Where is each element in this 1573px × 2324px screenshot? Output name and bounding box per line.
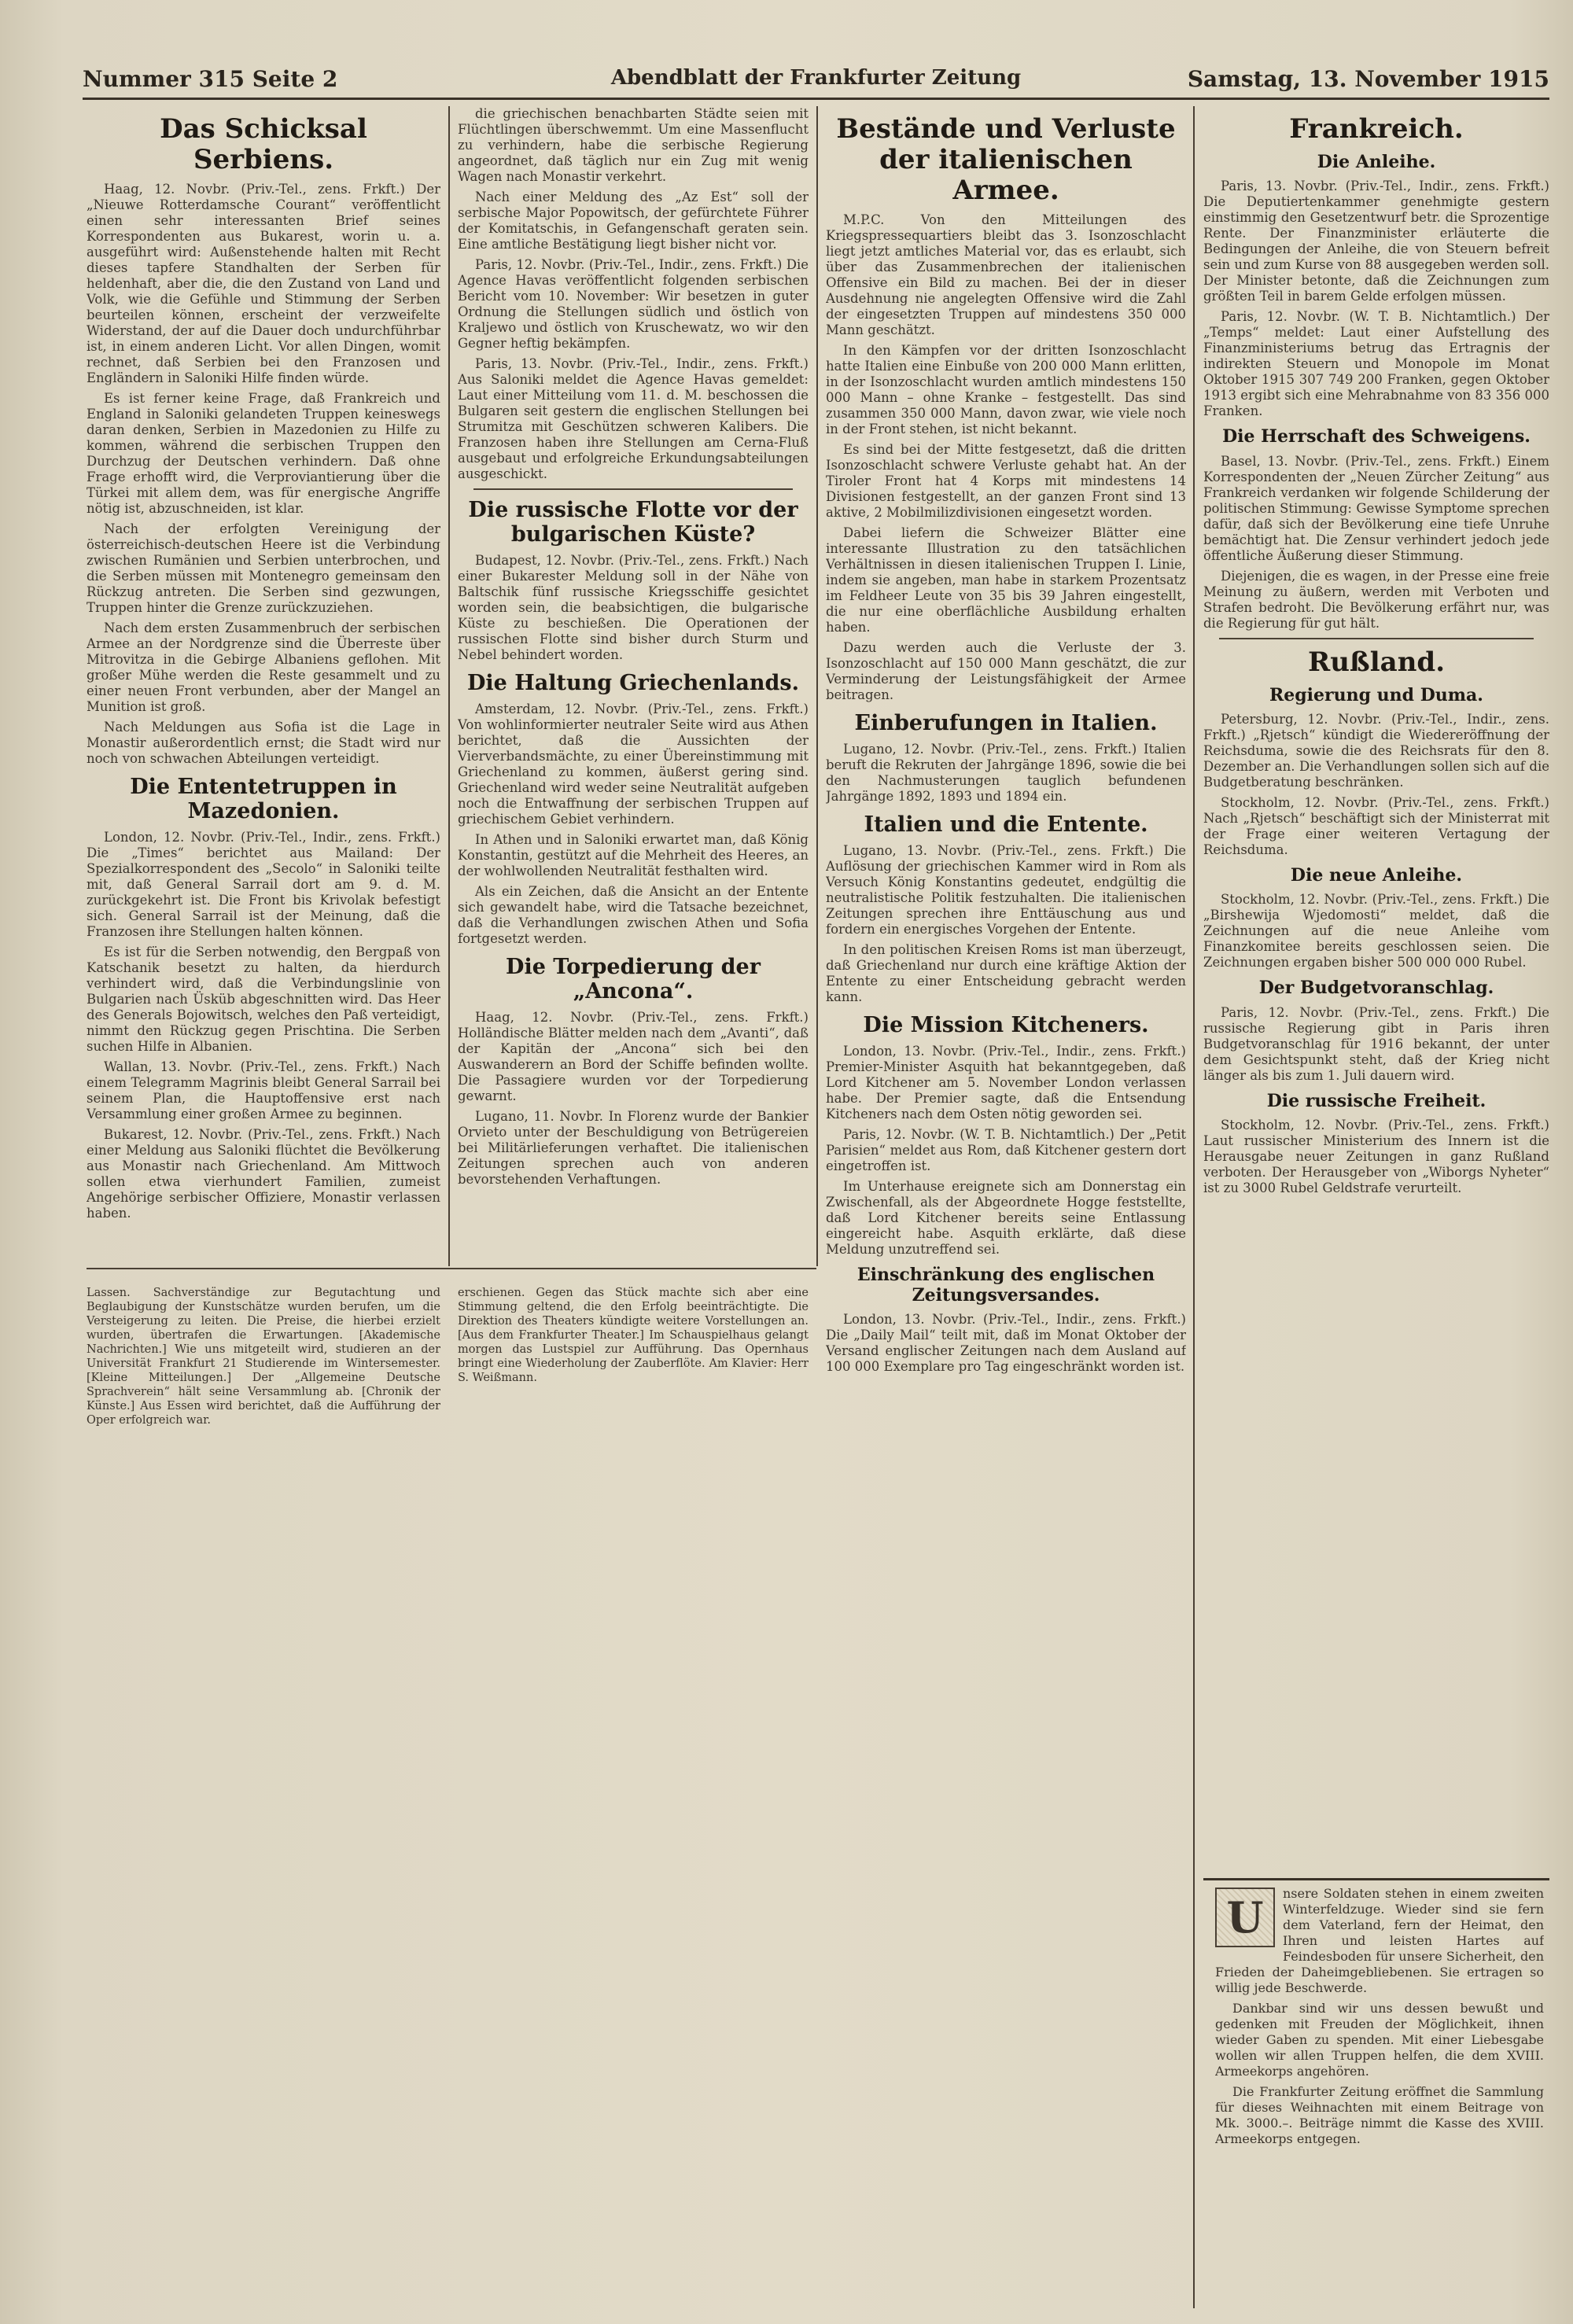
article-paragraph: Paris, 13. Novbr. (Priv.-Tel., Indir., zens. Frkft.) Die Deputiertenkammer genehmigte gestern einstimmig den Gesetzentwurf betr. die Sprozentige Rente. Der Finanzminister erläuterte die Bedingungen der Anleihe, die von Steuern befreit sein und zum Kurse von 88 ausgegeben werden soll. Der Minister betonte, daß die Zeichnungen zum größten Teil in barem Gelde erfolgen müssen.	[1203, 179, 1549, 304]
article-paragraph: London, 12. Novbr. (Priv.-Tel., Indir., zens. Frkft.) Die „Times“ berichtet aus Mailand: Der Spezialkorrespondent des „Secolo“ in Saloniki teilte mit, daß General Sarrail dort am 9. d. M. zurückgekehrt ist. Die Front bis Krivolak befestigt sich. General Sarrail ist der Meinung, daß die Franzosen ihre Stellungen halten können.	[87, 830, 440, 940]
separator	[473, 488, 793, 490]
article-paragraph: Budapest, 12. Novbr. (Priv.-Tel., zens. Frkft.) Nach einer Bukarester Meldung soll in der Nähe von Baltschik fünf russische Kriegsschiffe gesichtet worden sein, die beabsichtigen, die bulgarische Küste zu beschießen. Die Operationen der russischen Flotte sind bisher durch Sturm und Nebel behindert worden.	[458, 553, 809, 663]
article-paragraph: Petersburg, 12. Novbr. (Priv.-Tel., Indir., zens. Frkft.) „Rjetsch“ kündigt die Wiedereröffnung der Reichsduma, sowie die des Reichsrats für den 8. Dezember an. Die Verhandlungen sollen sich auf die Budgetberatung beschränken.	[1203, 712, 1549, 790]
subhead-budget: Der Budgetvoranschlag.	[1258, 978, 1494, 999]
article-paragraph: Paris, 12. Novbr. (W. T. B. Nichtamtlich.) Der „Temps“ meldet: Laut einer Aufstellung des Finanzministeriums betrug das Ertragnis der indirekten Steuern und Monopole im Monat Oktober 1915 307 749 200 Franken, gegen Oktober 1913 ergibt sich eine Mehrabnahme von 83 356 000 Franken.	[1203, 309, 1549, 419]
article-paragraph: Paris, 12. Novbr. (Priv.-Tel., zens. Frkft.) Die russische Regierung gibt in Paris ihren Budgetvoranschlag für 1916 bekannt, der unter dem Gesichtspunkt steht, daß der Krieg nicht länger als bis zum 1. Juli dauern wird.	[1203, 1004, 1549, 1083]
column-divider	[816, 106, 818, 1266]
article-paragraph: In Athen und in Saloniki erwartet man, daß König Konstantin, gestützt auf die Mehrheit des Heeres, an der wohlwollenden Neutralität festhalten wird.	[458, 832, 809, 879]
article-paragraph: Nach der erfolgten Vereinigung der österreichisch-deutschen Heere ist die Verbindung zwischen Rumänien und Serbien unterbrochen, und die Serben müssen mit Montenegro gemeinsam den Rückzug antreten. Die Serben sind gezwungen, Truppen hinter die Grenze zurückzuziehen.	[87, 521, 440, 616]
article-paragraph: Haag, 12. Novbr. (Priv.-Tel., zens. Frkft.) Holländische Blätter melden nach dem „Avanti“, daß der Kapitän der „Ancona“ sich bei den Auswanderern an Bord der Schiffe befinden wollte. Die Passagiere wurden vor der Torpedierung gewarnt.	[458, 1010, 809, 1104]
article-paragraph: In den politischen Kreisen Roms ist man überzeugt, daß Griechenland nur durch eine kräftige Aktion der Entente zu einer Entscheidung gebracht werden kann.	[826, 942, 1186, 1005]
subhead-duma: Regierung und Duma.	[1269, 684, 1483, 705]
feuilleton-text: Lassen. Sachverständige zur Begutachtung und Beglaubigung der Kunstschätze wurden berufen, um die Versteigerung zu leiten. Die Preise, die hierbei erzielt wurden, übertrafen die Erwartungen. [Akademische Nachrichten.] Wie uns mitgeteilt wird, studieren an der Universität Frankfurt 21 Studierende im Wintersemester. [Kleine Mitteilungen.] Der „Allgemeine Deutsche Sprachverein“ hält seine Versammlung ab. [Chronik der Künste.] Aus Essen wird berichtet, daß die Aufführung der Oper erfolgreich war.	[87, 1286, 440, 1427]
ornamental-initial: U	[1215, 1888, 1275, 1947]
article-paragraph: Es ist ferner keine Frage, daß Frankreich und England in Saloniki gelandeten Truppen keineswegs daran denken, Serbien in Mazedonien zu Hilfe zu kommen, während die serbischen Truppen den Durchzug der Deutschen verhindern. Daß ohne Frage erhofft wird, die Verproviantierung über die Türkei mit allem dem, was für energische Angriffe nötig ist, abzuschneiden, ist klar.	[87, 391, 440, 517]
headline-entente-macedonia: Die Ententetruppen in Mazedonien.	[130, 775, 397, 824]
column-1	[87, 106, 440, 1262]
headline-serbia: Das Schicksal Serbiens.	[160, 113, 367, 176]
subhead-russian-freedom: Die russische Freiheit.	[1266, 1090, 1486, 1111]
article-paragraph: Paris, 13. Novbr. (Priv.-Tel., Indir., zens. Frkft.) Aus Saloniki meldet die Agence Havas gemeldet: Laut einer Mitteilung vom 11. d. M. beschossen die Bulgaren seit gestern die englischen Stellungen bei Strumitza mit Geschützen schweren Kalibers. Die Franzosen haben ihre Stellungen am Cerna-Fluß ausgebaut und erfolgreiche Erkundungsabteilungen ausgeschickt.	[458, 356, 809, 481]
article-paragraph: Als ein Zeichen, daß die Ansicht an der Entente sich gewandelt habe, wird die Tatsache bezeichnet, daß die Verhandlungen zwischen Athen und Sofia fortgesetzt werden.	[458, 884, 809, 947]
article-paragraph: die griechischen benachbarten Städte seien mit Flüchtlingen überschwemmt. Um eine Massenflucht zu verhindern, habe die serbische Regierung angeordnet, daß täglich nur ein Zug mit wenig Wagen nach Monastir verkehrt.	[458, 106, 809, 184]
column-2	[458, 106, 809, 1262]
headline-italy-entente: Italien und die Entente.	[864, 812, 1148, 838]
appeal-paragraph: nsere Soldaten stehen in einem zweiten Winterfeldzuge. Wieder sind sie fern dem Vaterland, fern der Heimat, den Ihren und leisten Hartes auf Feindesboden für unsere Sicherheit, den Frieden der Daheimgebliebenen. Sie ertragen so willig jede Beschwerde.	[1215, 1886, 1544, 1995]
article-paragraph: Lugano, 12. Novbr. (Priv.-Tel., zens. Frkft.) Italien beruft die Rekruten der Jahrgänge 1896, sowie die bei den Nachmusterungen tauglich befundenen Jahrgänge 1892, 1893 und 1894 ein.	[826, 742, 1186, 805]
article-paragraph: Bukarest, 12. Novbr. (Priv.-Tel., zens. Frkft.) Nach einer Meldung aus Saloniki flüchtet die Bevölkerung aus Monastir nach Griechenland. Am Mittwoch sollen etwa vierhundert Familien, zumeist Angehörige serbischer Offiziere, Monastir verlassen haben.	[87, 1127, 440, 1221]
appeal-paragraph: Die Frankfurter Zeitung eröffnet die Sammlung für dieses Weihnachten mit einem Beitrage von Mk. 3000.–. Beiträge nimmt die Kasse des XVIII. Armeekorps entgegen.	[1215, 2084, 1544, 2146]
headline-russia: Rußland.	[1307, 646, 1446, 678]
article-paragraph: M.P.C. Von den Mitteilungen des Kriegspressequartiers bleibt das 3. Isonzoschlacht liegt jetzt amtliches Material vor, das es erlaubt, sich über das Zusammenbrechen der italienischen Offensive ein Bild zu machen. Bei der in dieser Ausdehnung nie angelegten Offensive wird die Zahl der eingesetzten Truppen auf mindestens 350 000 Mann geschätzt.	[826, 212, 1186, 338]
article-paragraph: Dabei liefern die Schweizer Blätter eine interessante Illustration zu den tatsächlichen Verhältnissen in diesen italienischen Truppen I. Linie, indem sie angeben, man habe in starkem Prozentsatz im Feldheer Leute von 35 bis 39 Jahren eingestellt, die nur eine oberflächliche Ausbildung erhalten haben.	[826, 525, 1186, 635]
headline-greece: Die Haltung Griechenlands.	[467, 671, 799, 696]
soldiers-appeal	[1215, 1886, 1544, 2271]
article-paragraph: London, 13. Novbr. (Priv.-Tel., Indir., zens. Frkft.) Premier-Minister Asquith hat bekanntgegeben, daß Lord Kitchener am 5. November London verlassen habe. Der Premier sagte, daß die Entsendung Kitcheners nach dem Osten nötig geworden sei.	[826, 1044, 1186, 1122]
article-paragraph: London, 13. Novbr. (Priv.-Tel., Indir., zens. Frkft.) Die „Daily Mail“ teilt mit, daß im Monat Oktober der Versand englischer Zeitungen nach dem Ausland auf 100 000 Exemplare pro Tag eingeschränkt worden ist.	[826, 1312, 1186, 1375]
article-paragraph: Basel, 13. Novbr. (Priv.-Tel., zens. Frkft.) Einem Korrespondenten der „Neuen Zürcher Zeitung“ aus Frankreich verdanken wir folgende Schilderung der politischen Stimmung: Gewisse Symptome sprechen dafür, daß sich der Bevölkerung eine tiefe Unruhe bemächtigt hat. Die Zensur verhindert jedoch jede öffentliche Äußerung dieser Stimmung.	[1203, 453, 1549, 563]
article-paragraph: Es sind bei der Mitte festgesetzt, daß die dritten Isonzoschlacht schwere Verluste gehabt hat. An der Tiroler Front hat 4 Korps mit mindestens 14 Divisionen festgestellt, an der ganzen Front sind 13 aktive, 2 Mobilmilizdivisionen eingesetzt worden.	[826, 442, 1186, 521]
subhead-silence: Die Herrschaft des Schweigens.	[1222, 426, 1531, 447]
headline-kitchener: Die Mission Kitcheners.	[863, 1013, 1149, 1038]
appeal-paragraph: Dankbar sind wir uns dessen bewußt und gedenken mit Freuden der Möglichkeit, ihnen wieder Gaben zu spenden. Mit einer Liebesgabe wollen wir allen Truppen helfen, die dem XVIII. Armeekorps angehören.	[1215, 2001, 1544, 2079]
feuilleton-column-1	[87, 1274, 440, 2296]
issue-date: Samstag, 13. November 1915	[1187, 66, 1549, 92]
article-paragraph: Stockholm, 12. Novbr. (Priv.-Tel., zens. Frkft.) Laut russischer Ministerium des Innern ist die Herausgabe neuer Zeitungen in ganz Rußland verboten. Der Herausgeber von „Wiborgs Nyheter“ ist zu 3000 Rubel Geldstrafe verurteilt.	[1203, 1117, 1549, 1195]
article-paragraph: Nach dem ersten Zusammenbruch der serbischen Armee an der Nordgrenze sind die Überreste über Mitrovitza in die Gebirge Albaniens geflohen. Mit großer Mühe werden die Reste gesammelt und zu einer neuen Front verbunden, aber der Mangel an Munition ist groß.	[87, 621, 440, 715]
headline-france: Frankreich.	[1289, 113, 1464, 145]
article-paragraph: Haag, 12. Novbr. (Priv.-Tel., zens. Frkft.) Der „Nieuwe Rotterdamsche Courant“ veröffentlicht einen sehr interessanten Brief seines Korrespondenten aus Bukarest, worin u. a. ausgeführt wird: Außenstehende halten mit Recht dieses tapfere Standhalten der Serben für heldenhaft, aber die, die den Zustand von Land und Volk, wie die Gefühle und Stimmung der Serben beurteilen können, erscheint der verzweifelte Widerstand, der auf die Dauer doch undurchführbar ist, in einem anderen Licht. Vor allen Dingen, womit rechnet, daß Serbien bei den Franzosen und Engländern in Saloniki Hilfe finden würde.	[87, 182, 440, 386]
newspaper-title: Abendblatt der Frankfurter Zeitung	[610, 66, 1022, 90]
article-paragraph: Es ist für die Serben notwendig, den Bergpaß von Katschanik besetzt zu halten, da hierdurch verhindert wird, daß die Verbindungslinie von Bulgarien nach Üsküb abgeschnitten wird. Das Heer des Generals Bojowitsch, welches den Paß verteidigt, nimmt den Rückzug gegen Prischtina. Die Serben suchen Hilfe in Albanien.	[87, 945, 440, 1055]
article-paragraph: Amsterdam, 12. Novbr. (Priv.-Tel., zens. Frkft.) Von wohlinformierter neutraler Seite wird aus Athen berichtet, daß die Aussichten der Vierverbandsmächte, zu einer Übereinstimmung mit Griechenland zu kommen, äußerst gering sind. Griechenland wird weder seine Neutralität aufgeben noch die Entwaffnung der serbischen Truppen auf griechischem Gebiet verhindern.	[458, 702, 809, 827]
feuilleton-rule	[87, 1268, 816, 1269]
article-paragraph: Stockholm, 12. Novbr. (Priv.-Tel., zens. Frkft.) Nach „Rjetsch“ beschäftigt sich der Ministerrat mit der Frage einer weiteren Vertagung der Reichsduma.	[1203, 795, 1549, 858]
article-paragraph: Stockholm, 12. Novbr. (Priv.-Tel., zens. Frkft.) Die „Birshewija Wjedomosti“ meldet, daß die Zeichnungen auf die neue Anleihe vom Finanzkomitee bereits geschlossen seien. Die Zeichnungen ergaben bisher 500 000 000 Rubel.	[1203, 892, 1549, 970]
headline-italy-callups: Einberufungen in Italien.	[854, 711, 1158, 736]
headline-ancona: Die Torpedierung der „Ancona“.	[506, 955, 761, 1004]
separator	[1219, 638, 1534, 639]
article-paragraph: In den Kämpfen vor der dritten Isonzoschlacht hatte Italien eine Einbuße von 200 000 Mann erlitten, in der Isonzoschlacht wurden amtlich mindestens 150 000 Mann – ohne Kranke – festgestellt. Das sind zusammen 350 000 Mann, davon zwar, wie viele noch in der Front stehen, ist nicht bekannt.	[826, 343, 1186, 437]
article-paragraph: Paris, 12. Novbr. (Priv.-Tel., Indir., zens. Frkft.) Die Agence Havas veröffentlicht folgenden serbischen Bericht vom 10. November: Wir besetzen in guter Ordnung die Stellungen südlich und östlich von Kraljewo und östlich von Kruschewatz, wo wir den Gegner heftig bekämpfen.	[458, 257, 809, 351]
subhead-loan: Die Anleihe.	[1317, 152, 1436, 173]
article-paragraph: Paris, 12. Novbr. (W. T. B. Nichtamtlich.) Der „Petit Parisien“ meldet aus Rom, daß Kitchener gestern dort eingetroffen ist.	[826, 1127, 1186, 1174]
feuilleton-text: erschienen. Gegen das Stück machte sich aber eine Stimmung geltend, die den Erfolg beeinträchtigte. Die Direktion des Theaters kündigte weitere Vorstellungen an. [Aus dem Frankfurter Theater.] Im Schauspielhaus gelangt morgen das Lustspiel zur Aufführung. Das Opernhaus bringt eine Wiederholung der Zauberflöte. Am Klavier: Herr S. Weißmann.	[458, 1286, 809, 1384]
issue-number: Nummer 315 Seite 2	[83, 66, 338, 92]
article-paragraph: Nach einer Meldung des „Az Est“ soll der serbische Major Popowitsch, der gefürchtete Führer der Komitatschis, in Gefangenschaft geraten sein. Eine amtliche Bestätigung liegt bisher nicht vor.	[458, 190, 809, 252]
headline-russian-fleet: Die russische Flotte vor der bulgarischen Küste?	[468, 498, 798, 547]
column-divider	[448, 106, 450, 1266]
headline-italian-army: Bestände und Verluste der italienischen Armee.	[836, 113, 1176, 207]
feuilleton-column-2	[458, 1274, 809, 2296]
masthead	[83, 61, 1549, 96]
headline-english-papers: Einschränkung des englischen Zeitungsversandes.	[856, 1265, 1155, 1306]
article-paragraph: Nach Meldungen aus Sofia ist die Lage in Monastir außerordentlich ernst; die Stadt wird nur noch von schwachen Abteilungen verteidigt.	[87, 720, 440, 767]
column-3	[826, 106, 1186, 2308]
article-paragraph: Diejenigen, die es wagen, in der Presse eine freie Meinung zu äußern, werden mit Verboten und Strafen bedroht. Die Bevölkerung erfährt nur, was die Regierung für gut hält.	[1203, 568, 1549, 631]
article-paragraph: Lugano, 11. Novbr. In Florenz wurde der Bankier Orvieto unter der Beschuldigung von Betrügereien bei Militärlieferungen verhaftet. Die italienischen Zeitungen sprechen auch von anderen bevorstehenden Verhaftungen.	[458, 1109, 809, 1188]
subhead-new-loan: Die neue Anleihe.	[1290, 865, 1463, 886]
article-paragraph: Wallan, 13. Novbr. (Priv.-Tel., zens. Frkft.) Nach einem Telegramm Magrinis bleibt General Sarrail bei seinem Plan, die Hauptoffensive erst nach Versammlung einer großen Armee zu beginnen.	[87, 1059, 440, 1122]
column-divider	[1193, 106, 1195, 2308]
article-paragraph: Lugano, 13. Novbr. (Priv.-Tel., zens. Frkft.) Die Auflösung der griechischen Kammer wird in Rom als Versuch König Konstantins gedeutet, endgültig die neutralistische Politik festzuhalten. Die italienischen Zeitungen sprechen ihre Enttäuschung aus und fordern ein energisches Vorgehen der Entente.	[826, 843, 1186, 937]
article-paragraph: Dazu werden auch die Verluste der 3. Isonzoschlacht auf 150 000 Mann geschätzt, die zur Verminderung der Leistungsfähigkeit der Armee beitragen.	[826, 640, 1186, 703]
masthead-rule	[83, 98, 1549, 100]
article-paragraph: Im Unterhause ereignete sich am Donnerstag ein Zwischenfall, als der Abgeordnete Hogge feststellte, daß Lord Kitchener bereits seine Entlassung eingereicht habe. Asquith erklärte, daß diese Meldung unzutreffend sei.	[826, 1179, 1186, 1258]
appeal-rule	[1203, 1878, 1549, 1880]
column-4	[1203, 106, 1549, 1876]
